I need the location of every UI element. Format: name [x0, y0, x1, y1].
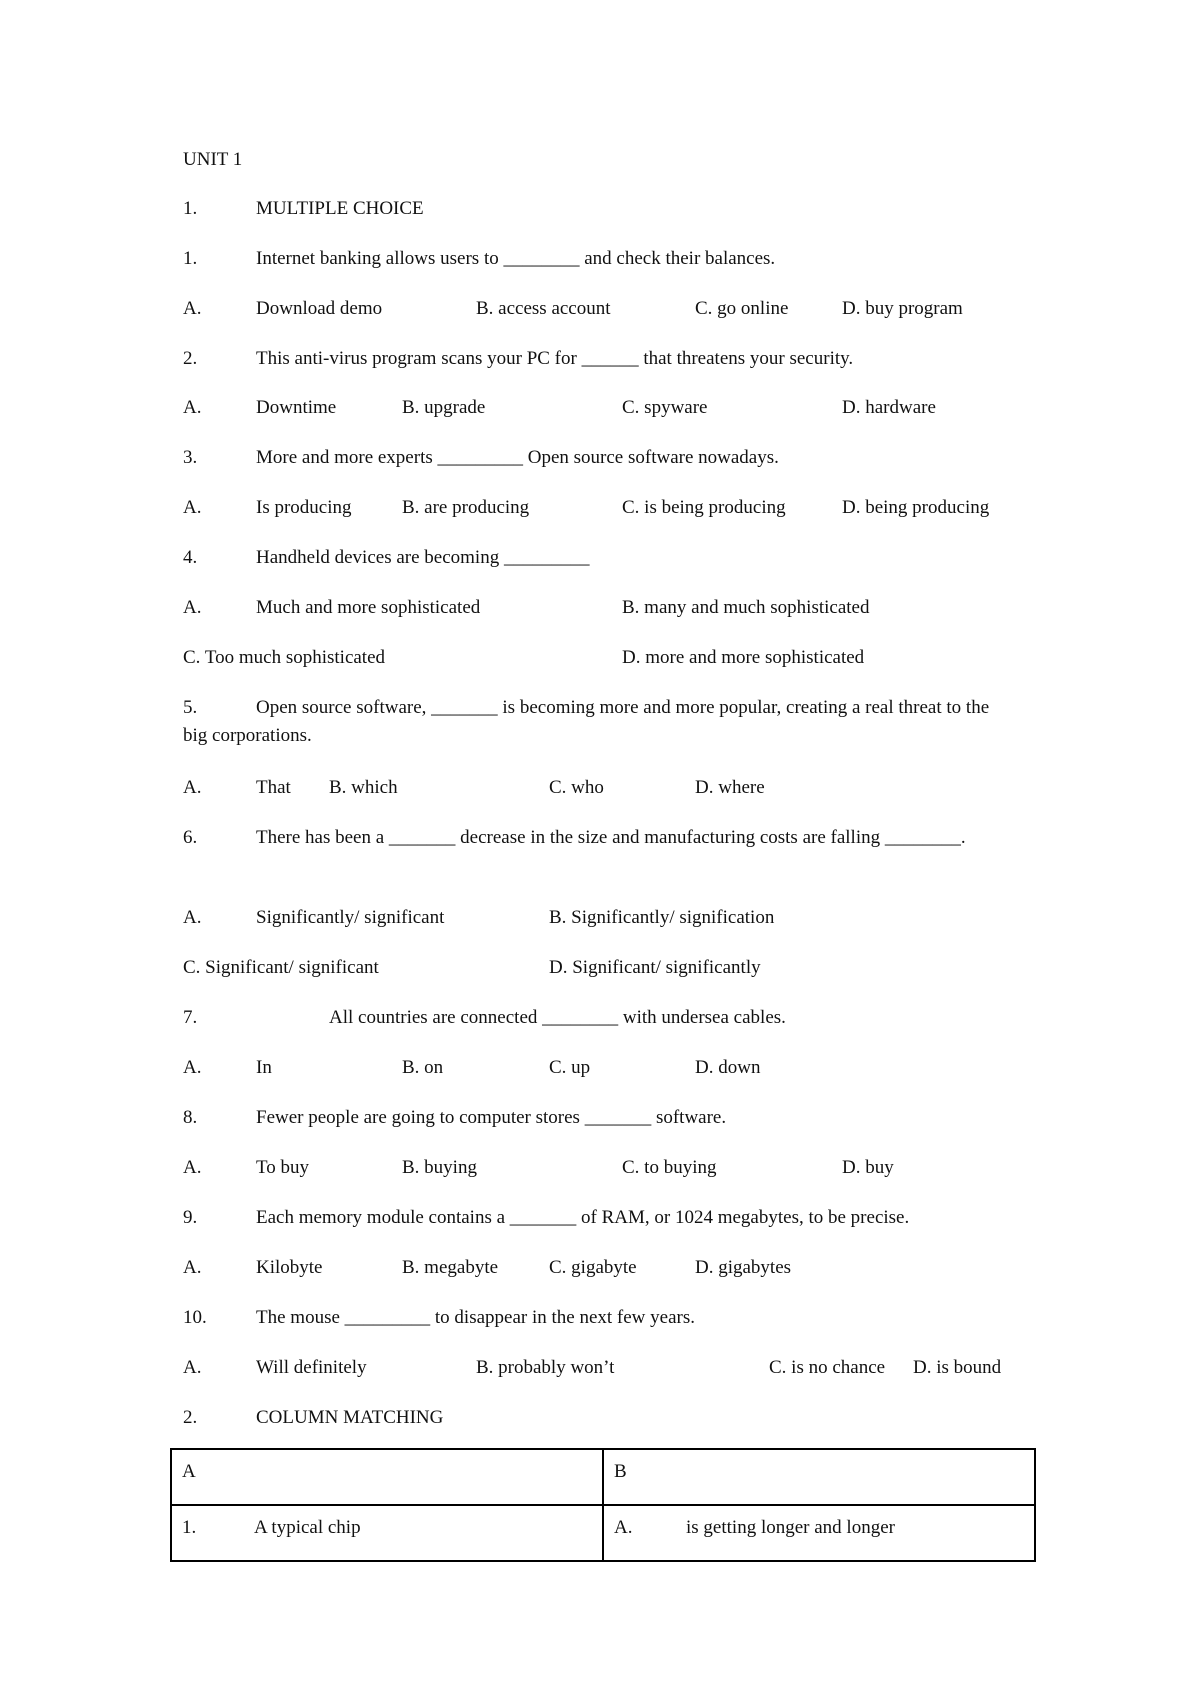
option-a-letter: A. — [183, 1057, 202, 1078]
option-d: D. down — [695, 1057, 761, 1078]
option-d: D. where — [695, 777, 765, 798]
question-text: Each memory module contains a _______ of RAM, or 1024 megabytes, to be precise. — [256, 1207, 910, 1228]
option-a-letter: A. — [183, 907, 202, 928]
option-c: C. spyware — [622, 397, 708, 418]
option-a: Downtime — [256, 397, 337, 418]
item-letter: A. — [614, 1517, 633, 1538]
option-c: C. up — [549, 1057, 591, 1078]
option-d: D. is bound — [913, 1357, 1002, 1378]
question-number: 10. — [183, 1307, 207, 1328]
option-a: Will definitely — [256, 1357, 367, 1378]
question-number: 7. — [183, 1007, 198, 1028]
question-number: 8. — [183, 1107, 198, 1128]
option-c: C. to buying — [622, 1157, 717, 1178]
section-number: 1. — [183, 198, 198, 219]
question-number: 5. — [183, 697, 198, 718]
option-a: Download demo — [256, 298, 383, 319]
option-a-letter: A. — [183, 497, 202, 518]
option-a: To buy — [256, 1157, 310, 1178]
question-text: There has been a _______ decrease in the size and manufacturing costs are falling ________. — [256, 827, 966, 848]
option-b: B. upgrade — [402, 397, 486, 418]
option-c: C. is being producing — [622, 497, 786, 518]
option-d: D. Significant/ significantly — [549, 957, 761, 978]
question-text: All countries are connected ________ with undersea cables. — [329, 1007, 786, 1028]
question-number: 1. — [183, 248, 198, 269]
question-text: This anti-virus program scans your PC for ______ that threatens your security. — [256, 348, 854, 369]
column-b-header: B — [603, 1449, 1035, 1505]
question-text: Internet banking allows users to ________ and check their balances. — [256, 248, 776, 269]
section-number: 2. — [183, 1407, 198, 1428]
option-b: B. buying — [402, 1157, 477, 1178]
section-title: MULTIPLE CHOICE — [256, 198, 424, 219]
table-row — [171, 1505, 1035, 1561]
option-a-letter: A. — [183, 298, 202, 319]
option-a: Kilobyte — [256, 1257, 323, 1278]
question-number: 6. — [183, 827, 198, 848]
option-b: B. are producing — [402, 497, 530, 518]
question-number: 2. — [183, 348, 198, 369]
option-d: D. being producing — [842, 497, 990, 518]
option-c: C. Too much sophisticated — [183, 647, 386, 668]
table-header-row — [171, 1449, 1035, 1505]
question-number: 3. — [183, 447, 198, 468]
item-number: 1. — [182, 1517, 197, 1538]
question-text: Handheld devices are becoming _________ — [256, 547, 590, 568]
option-d: D. buy program — [842, 298, 963, 319]
item-text: A typical chip — [254, 1517, 361, 1538]
unit-title: UNIT 1 — [183, 149, 243, 170]
option-a: In — [256, 1057, 272, 1078]
option-b: B. megabyte — [402, 1257, 499, 1278]
option-d: D. hardware — [842, 397, 936, 418]
option-b: B. probably won’t — [476, 1357, 615, 1378]
option-a-letter: A. — [183, 1157, 202, 1178]
option-b: B. many and much sophisticated — [622, 597, 870, 618]
option-d: D. buy — [842, 1157, 894, 1178]
option-a-letter: A. — [183, 777, 202, 798]
option-d: D. gigabytes — [695, 1257, 792, 1278]
section-title: COLUMN MATCHING — [256, 1407, 444, 1428]
option-a: Is producing — [256, 497, 352, 518]
column-a-header: A — [171, 1449, 603, 1505]
option-c: C. gigabyte — [549, 1257, 637, 1278]
question-text: The mouse _________ to disappear in the next few years. — [256, 1307, 695, 1328]
item-text: is getting longer and longer — [686, 1517, 895, 1538]
option-b: B. Significantly/ signification — [549, 907, 775, 928]
matching-table — [170, 1448, 1036, 1562]
question-number: 4. — [183, 547, 198, 568]
question-text: Open source software, _______ is becoming more and more popular, creating a real threat to the big corporations. — [183, 697, 990, 746]
column-a-cell — [171, 1505, 603, 1561]
option-c: C. Significant/ significant — [183, 957, 379, 978]
question-text: More and more experts _________ Open source software nowadays. — [256, 447, 779, 468]
column-b-cell — [603, 1505, 1035, 1561]
question-number: 9. — [183, 1207, 198, 1228]
option-a-letter: A. — [183, 1257, 202, 1278]
option-a: That — [256, 777, 291, 798]
option-a-letter: A. — [183, 1357, 202, 1378]
question-text: Fewer people are going to computer stores _______ software. — [256, 1107, 727, 1128]
option-a-letter: A. — [183, 397, 202, 418]
option-b: B. access account — [476, 298, 611, 319]
option-c: C. go online — [695, 298, 789, 319]
option-a-letter: A. — [183, 597, 202, 618]
option-b: B. which — [329, 777, 398, 798]
option-c: C. who — [549, 777, 604, 798]
option-a: Much and more sophisticated — [256, 597, 481, 618]
option-a: Significantly/ significant — [256, 907, 445, 928]
option-c: C. is no chance — [769, 1357, 886, 1378]
option-b: B. on — [402, 1057, 444, 1078]
option-d: D. more and more sophisticated — [622, 647, 865, 668]
